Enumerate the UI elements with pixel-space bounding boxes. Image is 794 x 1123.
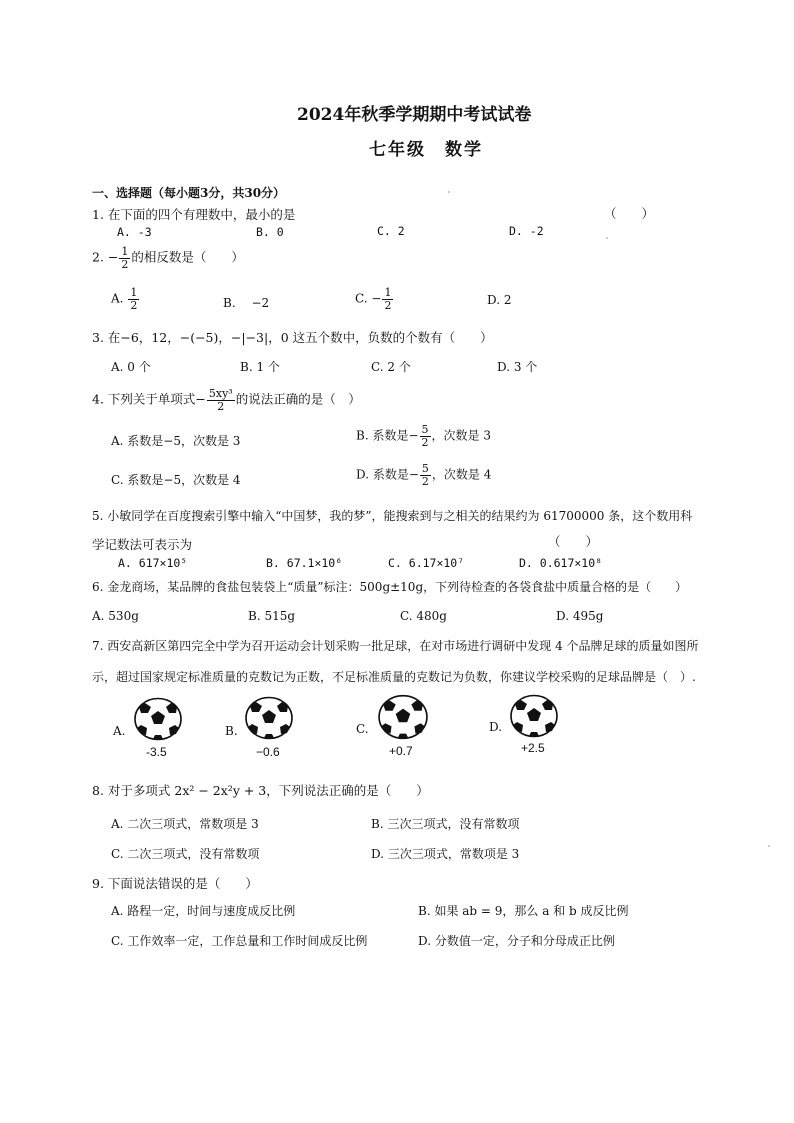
q7-ball-a-value: -3.5: [146, 745, 167, 759]
q2-option-c-fraction: [382, 287, 393, 311]
q2-option-a-fraction: [128, 287, 139, 311]
q5-answer-paren: （ ）: [548, 534, 599, 549]
q9-option-d: D. 分数值一定，分子和分母成正比例: [418, 934, 615, 948]
q4-option-d-den: 2: [421, 474, 429, 488]
q4-option-a: A. 系数是−5，次数是 3: [111, 434, 241, 448]
q8-option-d: D. 三次三项式，常数项是 3: [371, 847, 520, 861]
q5-option-b: B. 67.1×10⁶: [266, 556, 343, 570]
soccer-ball-icon: [377, 694, 429, 740]
q2-stem: [92, 246, 244, 270]
page-title: 2024年秋季学期期中考试试卷: [297, 105, 532, 125]
scan-speck: [606, 237, 608, 239]
scan-speck: [448, 191, 450, 193]
q4-suffix: 的说法正确的是（ ）: [235, 391, 361, 407]
q4-option-d-label: D. 系数是−: [356, 467, 419, 482]
q2-option-c-den: 2: [384, 298, 392, 312]
q9-option-c: C. 工作效率一定，工作总量和工作时间成反比例: [111, 934, 368, 948]
q7-ball-a-label: A.: [113, 724, 126, 738]
q7-ball-b-label: B.: [225, 724, 238, 738]
q4-option-c: C. 系数是−5，次数是 4: [111, 473, 241, 487]
q4-option-d-fraction: [420, 463, 431, 487]
q6-stem: 6. 金龙商场，某品牌的食盐包装袋上“质量”标注：500g±10g，下列待检查的各袋食盐中质量合格的是（ ）: [92, 580, 688, 594]
q3-option-c: C. 2 个: [371, 360, 411, 374]
q9-option-a: A. 路程一定，时间与速度成反比例: [111, 904, 296, 918]
scan-speck: [768, 845, 770, 847]
soccer-ball-icon: [244, 696, 294, 740]
q4-option-b-label: B. 系数是−: [356, 428, 419, 443]
q5-option-d: D. 0.617×10⁸: [519, 556, 603, 570]
q4-option-b-num: 5: [421, 423, 429, 436]
q3-option-d: D. 3 个: [497, 360, 538, 374]
q4-fraction-den: 2: [217, 399, 225, 413]
q2-fraction: [119, 246, 130, 270]
q2-fraction-num: 1: [121, 245, 129, 258]
q5-option-a: A. 617×10⁵: [118, 556, 188, 570]
q2-option-b: B. −2: [223, 296, 270, 310]
q3-stem: 3. 在−6，12，−(−5)，−|−3|，0 这五个数中，负数的个数有（ ）: [92, 330, 493, 345]
q2-option-a: [111, 287, 140, 311]
page-subtitle: 七年级 数学: [369, 140, 483, 160]
q4-option-d-num: 5: [421, 462, 429, 475]
q9-option-b: B. 如果 ab = 9，那么 a 和 b 成反比例: [418, 904, 629, 918]
q2-option-a-label: A.: [111, 291, 124, 306]
q1-answer-paren: （ ）: [604, 206, 655, 221]
q3-option-b: B. 1 个: [240, 360, 280, 374]
q2-suffix: 的相反数是（ ）: [131, 249, 244, 265]
q2-option-c: [355, 287, 394, 311]
q8-option-a: A. 二次三项式，常数项是 3: [111, 817, 259, 831]
q6-option-b: B. 515g: [248, 609, 296, 623]
q2-option-a-den: 2: [130, 298, 138, 312]
soccer-ball-icon: [509, 694, 559, 738]
soccer-ball-icon: [133, 697, 183, 741]
q1-option-d: D. -2: [509, 224, 544, 238]
q6-option-d: D. 495g: [556, 609, 604, 623]
q8-stem: 8. 对于多项式 2x² − 2x²y + 3，下列说法正确的是（ ）: [92, 783, 429, 798]
section-heading: 一、选择题（每小题3分，共30分）: [92, 186, 286, 200]
q4-option-d: [356, 463, 491, 487]
q8-option-b: B. 三次三项式，没有常数项: [371, 817, 520, 831]
q4-fraction-num: 5xy³: [208, 387, 233, 400]
q2-fraction-den: 2: [121, 257, 129, 271]
q7-line2: 示，超过国家规定标准质量的克数记为正数，不足标准质量的克数记为负数，你建议学校采购的足球品牌是（ ）.: [92, 670, 696, 684]
q5-line1: 5. 小敏同学在百度搜索引擎中输入“中国梦，我的梦”，能搜索到与之相关的结果约为 61700000 条，这个数用科: [92, 509, 693, 523]
q1-option-c: C. 2: [377, 224, 405, 238]
q6-option-c: C. 480g: [400, 609, 447, 623]
q4-option-d-tail: ，次数是 4: [431, 467, 492, 482]
q5-line2: 学记数法可表示为: [92, 537, 193, 552]
q7-ball-c-label: C.: [356, 722, 369, 736]
q7-ball-c-value: +0.7: [389, 744, 413, 758]
q4-option-b-den: 2: [421, 435, 429, 449]
q2-option-c-num: 1: [384, 286, 392, 299]
q4-prefix: 4. 下列关于单项式−: [92, 391, 206, 407]
q4-stem: [92, 388, 361, 412]
q2-option-d: D. 2: [487, 293, 512, 307]
q4-fraction: [207, 388, 235, 412]
q4-option-b-tail: ，次数是 3: [431, 428, 491, 443]
q7-ball-b-value: −0.6: [256, 745, 280, 759]
q5-option-c: C. 6.17×10⁷: [388, 556, 465, 570]
q1-stem: 1. 在下面的四个有理数中，最小的是: [92, 207, 296, 222]
q6-option-a: A. 530g: [92, 609, 139, 623]
q8-option-c: C. 二次三项式，没有常数项: [111, 847, 260, 861]
q9-stem: 9. 下面说法错误的是（ ）: [92, 876, 258, 891]
q2-prefix: 2. −: [92, 249, 119, 265]
q7-line1: 7. 西安高新区第四完全中学为召开运动会计划采购一批足球，在对市场进行调研中发现 4 个品牌足球的质量如图所: [92, 639, 699, 653]
q1-option-b: B. 0: [256, 225, 284, 239]
q7-ball-d-value: +2.5: [521, 741, 545, 755]
q7-ball-d-label: D.: [489, 720, 503, 734]
q2-option-c-label: C. −: [355, 291, 382, 306]
q1-option-a: A. -3: [117, 225, 152, 239]
q4-option-b: [356, 424, 491, 448]
q4-option-b-fraction: [420, 424, 431, 448]
q2-option-a-num: 1: [130, 286, 138, 299]
q3-option-a: A. 0 个: [111, 360, 151, 374]
